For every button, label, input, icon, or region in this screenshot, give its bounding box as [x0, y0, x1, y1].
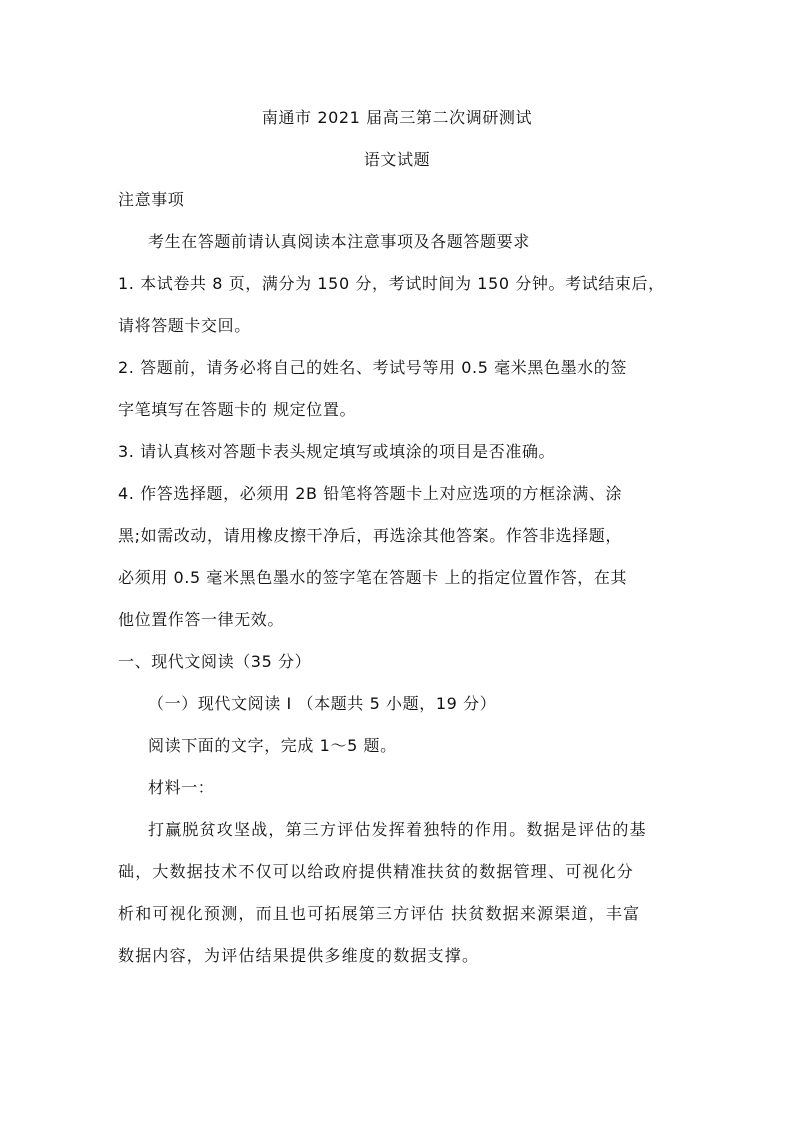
rule-4-line-4: 他位置作答一律无效。 [118, 610, 285, 629]
material-label: 材料一： [148, 778, 215, 797]
reading-instruction: 阅读下面的文字，完成 1～5 题。 [148, 736, 397, 755]
rule-2-line-2: 字笔填写在答题卡的 规定位置。 [118, 400, 357, 419]
material-line: 数据内容，为评估结果提供多维度的数据支撑。 [118, 946, 480, 965]
rule-1-line-2: 请将答题卡交回。 [118, 316, 251, 335]
rule-4-line-2: 黑;如需改动，请用橡皮擦干净后，再选涂其他答案。作答非选择题， [118, 526, 622, 545]
rule-2-line-1: 2. 答题前，请务必将自己的姓名、考试号等用 0.5 毫米黑色墨水的签 [118, 358, 627, 377]
section-one-heading: 一、现代文阅读（35 分） [118, 652, 312, 671]
notice-heading: 注意事项 [118, 190, 185, 209]
subsection-one-heading: （一）现代文阅读 I （本题共 5 小题，19 分） [148, 694, 497, 713]
rule-4-line-1: 4. 作答选择题，必须用 2B 铅笔将答题卡上对应选项的方框涂满、涂 [118, 484, 623, 503]
material-line: 础，大数据技术不仅可以给政府提供精准扶贫的数据管理、可视化分 [118, 862, 635, 881]
rule-3-line-1: 3. 请认真核对答题卡表头规定填写或填涂的项目是否准确。 [118, 442, 556, 461]
material-line: 打赢脱贫攻坚战，第三方评估发挥着独特的作用。数据是评估的基 [148, 820, 647, 839]
material-line: 析和可视化预测，而且也可拓展第三方评估 扶贫数据来源渠道，丰富 [118, 904, 641, 923]
document-title: 南通市 2021 届高三第二次调研测试 [261, 108, 533, 127]
document-subtitle: 语文试题 [363, 150, 431, 169]
notice-intro: 考生在答题前请认真阅读本注意事项及各题答题要求 [148, 232, 530, 251]
rule-1-line-1: 1. 本试卷共 8 页，满分为 150 分，考试时间为 150 分钟。考试结束后， [118, 274, 665, 293]
rule-4-line-3: 必须用 0.5 毫米黑色墨水的签字笔在答题卡 上的指定位置作答，在其 [118, 568, 628, 587]
